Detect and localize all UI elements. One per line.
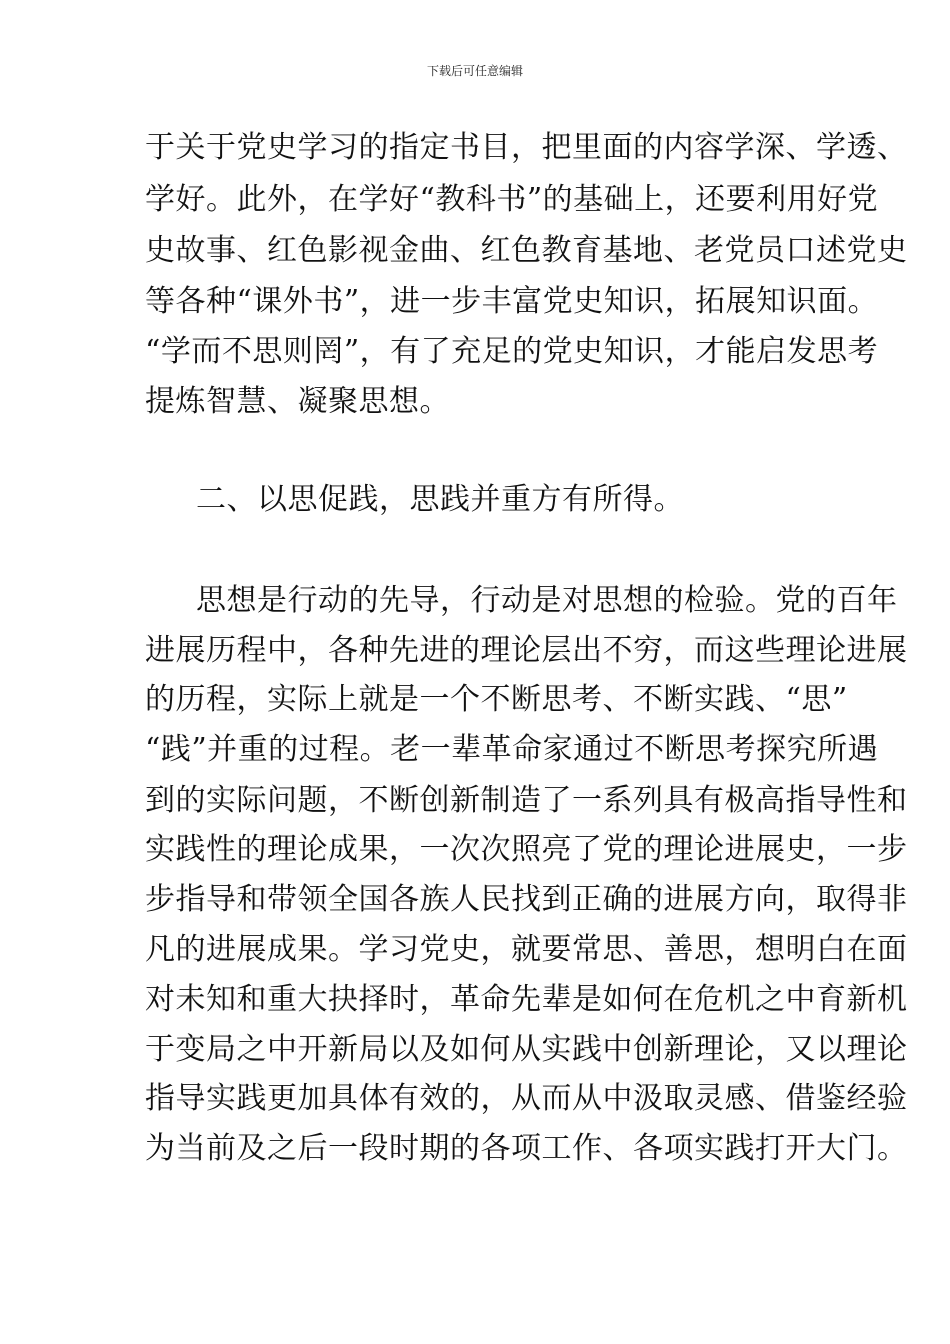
text-line: 实践性的理论成果，一次次照亮了党的理论进展史，一步 [145, 832, 908, 867]
text-line: 于关于党史学习的指定书目，把里面的内容学深、学透、 [145, 130, 908, 165]
heading-line: 二、以思促践，思践并重方有所得。 [196, 482, 684, 517]
text-line: 思想是行动的先导，行动是对思想的检验。党的百年 [196, 583, 898, 618]
page-header: 下载后可任意编辑 [426, 64, 523, 78]
text-line: 对未知和重大抉择时，革命先辈是如何在危机之中育新机 [145, 982, 908, 1017]
text-line: 的历程，实际上就是一个不断思考、不断实践、“思” [145, 682, 848, 717]
text-line: 进展历程中，各种先进的理论层出不穷，而这些理论进展 [145, 633, 908, 668]
text-line: “践”并重的过程。老一辈革命家通过不断思考探究所遇 [145, 732, 879, 767]
text-line: 史故事、红色影视金曲、红色教育基地、老党员口述党史 [145, 233, 908, 268]
text-line: 凡的进展成果。学习党史，就要常思、善思，想明白在面 [145, 932, 908, 967]
text-line: 步指导和带领全国各族人民找到正确的进展方向，取得非 [145, 882, 908, 917]
text-line: “学而不思则罔”，有了充足的党史知识，才能启发思考 [145, 334, 879, 369]
text-line: 于变局之中开新局以及如何从实践中创新理论，又以理论 [145, 1032, 908, 1067]
text-line: 学好。此外，在学好“教科书”的基础上，还要利用好党 [145, 182, 879, 217]
text-line: 到的实际问题，不断创新制造了一系列具有极高指导性和 [145, 783, 908, 818]
text-line: 提炼智慧、凝聚思想。 [145, 384, 450, 419]
text-line: 为当前及之后一段时期的各项工作、各项实践打开大门。 [145, 1131, 908, 1166]
text-line: 等各种“课外书”，进一步丰富党史知识，拓展知识面。 [145, 284, 879, 319]
text-line: 指导实践更加具体有效的，从而从中汲取灵感、借鉴经验 [145, 1081, 908, 1116]
